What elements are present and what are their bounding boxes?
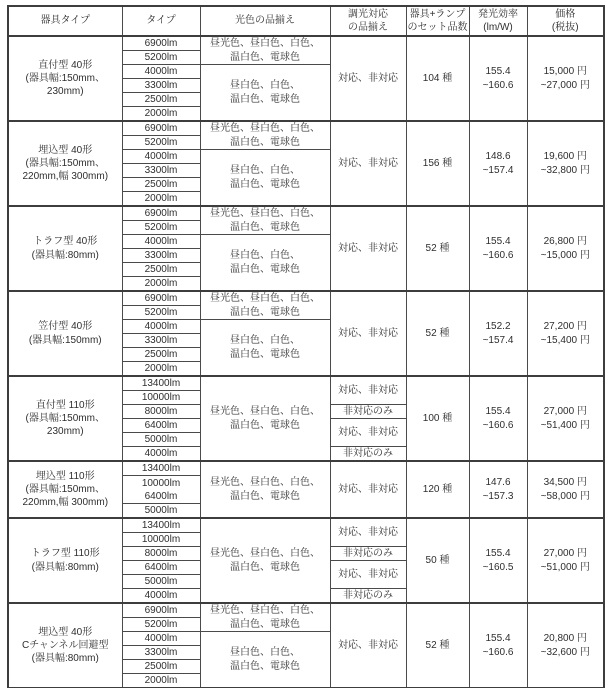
lumen-type-cell: 2000lm — [122, 192, 200, 207]
light-color-cell: 昼白色、白色、 温白色、電球色 — [200, 235, 330, 292]
light-color-cell: 昼光色、昼白色、白色、 温白色、電球色 — [200, 518, 330, 603]
table-header — [8, 6, 604, 36]
dimming-cell: 対応、非対応 — [330, 376, 406, 405]
fixture-type-cell: 直付型 40形 (器具幅:150mm、 230mm) — [8, 36, 122, 121]
lumen-type-cell: 3300lm — [122, 249, 200, 263]
header-type: タイプ — [122, 6, 200, 36]
fixture-type-cell: トラフ型 110形 (器具幅:80mm) — [8, 518, 122, 603]
price-cell: 19,600 円 ~32,800 円 — [527, 121, 604, 206]
fixture-type-cell: 埋込型 40形 Cチャンネル回避型 (器具幅:80mm) — [8, 603, 122, 688]
header-fixture-type: 器具タイプ — [8, 6, 122, 36]
lumen-type-cell: 5200lm — [122, 51, 200, 65]
lumen-type-cell: 2000lm — [122, 362, 200, 377]
header-row — [8, 6, 604, 36]
dimming-cell: 対応、非対応 — [330, 121, 406, 206]
lumen-type-cell: 2500lm — [122, 178, 200, 192]
lumen-type-cell: 2500lm — [122, 263, 200, 277]
header-efficiency: 発光効率 (lm/W) — [469, 6, 527, 36]
efficiency-cell: 152.2 ~157.4 — [469, 291, 527, 376]
lumen-type-cell: 3300lm — [122, 79, 200, 93]
light-color-cell: 昼白色、白色、 温白色、電球色 — [200, 320, 330, 377]
light-color-cell: 昼光色、昼白色、白色、 温白色、電球色 — [200, 461, 330, 518]
fixture-type-cell: 埋込型 40形 (器具幅:150mm、 220mm,幅 300mm) — [8, 121, 122, 206]
light-color-cell: 昼光色、昼白色、白色、 温白色、電球色 — [200, 603, 330, 632]
lumen-type-cell: 13400lm — [122, 518, 200, 533]
lumen-type-cell: 8000lm — [122, 405, 200, 419]
efficiency-cell: 155.4 ~160.5 — [469, 518, 527, 603]
lumen-type-cell: 10000lm — [122, 533, 200, 547]
lumen-type-cell: 6900lm — [122, 603, 200, 618]
light-color-cell: 昼白色、白色、 温白色、電球色 — [200, 65, 330, 122]
set-count-cell: 52 種 — [406, 291, 469, 376]
lumen-type-cell: 2500lm — [122, 660, 200, 674]
lumen-type-cell: 4000lm — [122, 632, 200, 646]
lumen-type-cell: 8000lm — [122, 547, 200, 561]
header-price: 価格 (税抜) — [527, 6, 604, 36]
lumen-type-cell: 5200lm — [122, 306, 200, 320]
light-color-cell: 昼白色、白色、 温白色、電球色 — [200, 150, 330, 207]
set-count-cell: 52 種 — [406, 206, 469, 291]
efficiency-cell: 155.4 ~160.6 — [469, 603, 527, 688]
header-set-count: 器具+ランプ のセット品数 — [406, 6, 469, 36]
lumen-type-cell: 6400lm — [122, 561, 200, 575]
set-count-cell: 50 種 — [406, 518, 469, 603]
price-cell: 34,500 円 ~58,000 円 — [527, 461, 604, 518]
lumen-type-cell: 4000lm — [122, 235, 200, 249]
lumen-type-cell: 4000lm — [122, 447, 200, 462]
price-cell: 20,800 円 ~32,600 円 — [527, 603, 604, 688]
efficiency-cell: 155.4 ~160.6 — [469, 36, 527, 121]
dimming-cell: 対応、非対応 — [330, 419, 406, 447]
header-dimming-lineup: 調光対応 の品揃え — [330, 6, 406, 36]
set-count-cell: 104 種 — [406, 36, 469, 121]
price-cell: 27,000 円 ~51,000 円 — [527, 518, 604, 603]
lumen-type-cell: 13400lm — [122, 461, 200, 476]
table-row — [8, 121, 604, 136]
dimming-cell: 対応、非対応 — [330, 561, 406, 589]
lumen-type-cell: 13400lm — [122, 376, 200, 391]
efficiency-cell: 155.4 ~160.6 — [469, 206, 527, 291]
lumen-type-cell: 6400lm — [122, 419, 200, 433]
lumen-type-cell: 3300lm — [122, 164, 200, 178]
lumen-type-cell: 3300lm — [122, 334, 200, 348]
dimming-cell: 対応、非対応 — [330, 603, 406, 688]
lumen-type-cell: 4000lm — [122, 65, 200, 79]
lumen-type-cell: 6900lm — [122, 36, 200, 51]
light-color-cell: 昼光色、昼白色、白色、 温白色、電球色 — [200, 376, 330, 461]
lumen-type-cell: 5200lm — [122, 221, 200, 235]
lumen-type-cell: 5000lm — [122, 575, 200, 589]
fixture-type-cell: 直付型 110形 (器具幅:150mm、 230mm) — [8, 376, 122, 461]
lumen-type-cell: 6900lm — [122, 206, 200, 221]
price-cell: 27,000 円 ~51,400 円 — [527, 376, 604, 461]
dimming-cell: 非対応のみ — [330, 405, 406, 419]
price-cell: 26,800 円 ~15,000 円 — [527, 206, 604, 291]
lumen-type-cell: 2000lm — [122, 674, 200, 688]
dimming-cell: 対応、非対応 — [330, 206, 406, 291]
header-light-colors: 光色の品揃え — [200, 6, 330, 36]
lumen-type-cell: 2000lm — [122, 107, 200, 122]
dimming-cell: 対応、非対応 — [330, 291, 406, 376]
set-count-cell: 100 種 — [406, 376, 469, 461]
table-row — [8, 603, 604, 618]
table-row — [8, 518, 604, 533]
lumen-type-cell: 5000lm — [122, 433, 200, 447]
set-count-cell: 120 種 — [406, 461, 469, 518]
fixture-type-cell: トラフ型 40形 (器具幅:80mm) — [8, 206, 122, 291]
light-color-cell: 昼光色、昼白色、白色、 温白色、電球色 — [200, 121, 330, 150]
dimming-cell: 非対応のみ — [330, 447, 406, 462]
price-cell: 15,000 円 ~27,000 円 — [527, 36, 604, 121]
efficiency-cell: 148.6 ~157.4 — [469, 121, 527, 206]
dimming-cell: 対応、非対応 — [330, 518, 406, 547]
spec-table — [7, 5, 605, 688]
lumen-type-cell: 2000lm — [122, 277, 200, 292]
lumen-type-cell: 10000lm 6400lm — [122, 476, 200, 504]
set-count-cell: 52 種 — [406, 603, 469, 688]
fixture-type-cell: 埋込型 110形 (器具幅:150mm、 220mm,幅 300mm) — [8, 461, 122, 518]
lumen-type-cell: 3300lm — [122, 646, 200, 660]
set-count-cell: 156 種 — [406, 121, 469, 206]
table-row — [8, 36, 604, 51]
light-color-cell: 昼光色、昼白色、白色、 温白色、電球色 — [200, 291, 330, 320]
lumen-type-cell: 4000lm — [122, 320, 200, 334]
table-body — [8, 36, 604, 688]
table-row — [8, 291, 604, 306]
light-color-cell: 昼光色、昼白色、白色、 温白色、電球色 — [200, 206, 330, 235]
table-row — [8, 461, 604, 476]
dimming-cell: 対応、非対応 — [330, 461, 406, 518]
efficiency-cell: 147.6 ~157.3 — [469, 461, 527, 518]
lumen-type-cell: 2500lm — [122, 348, 200, 362]
light-color-cell: 昼白色、白色、 温白色、電球色 — [200, 632, 330, 688]
lumen-type-cell: 10000lm — [122, 391, 200, 405]
dimming-cell: 非対応のみ — [330, 547, 406, 561]
lumen-type-cell: 4000lm — [122, 150, 200, 164]
fixture-type-cell: 笠付型 40形 (器具幅:150mm) — [8, 291, 122, 376]
lumen-type-cell: 5200lm — [122, 136, 200, 150]
lumen-type-cell: 6900lm — [122, 291, 200, 306]
dimming-cell: 非対応のみ — [330, 589, 406, 604]
lumen-type-cell: 5200lm — [122, 618, 200, 632]
price-cell: 27,200 円 ~15,400 円 — [527, 291, 604, 376]
lumen-type-cell: 5000lm — [122, 504, 200, 519]
lumen-type-cell: 6900lm — [122, 121, 200, 136]
lumen-type-cell: 2500lm — [122, 93, 200, 107]
light-color-cell: 昼光色、昼白色、白色、 温白色、電球色 — [200, 36, 330, 65]
efficiency-cell: 155.4 ~160.6 — [469, 376, 527, 461]
lumen-type-cell: 4000lm — [122, 589, 200, 604]
dimming-cell: 対応、非対応 — [330, 36, 406, 121]
table-row — [8, 206, 604, 221]
table-row — [8, 376, 604, 391]
